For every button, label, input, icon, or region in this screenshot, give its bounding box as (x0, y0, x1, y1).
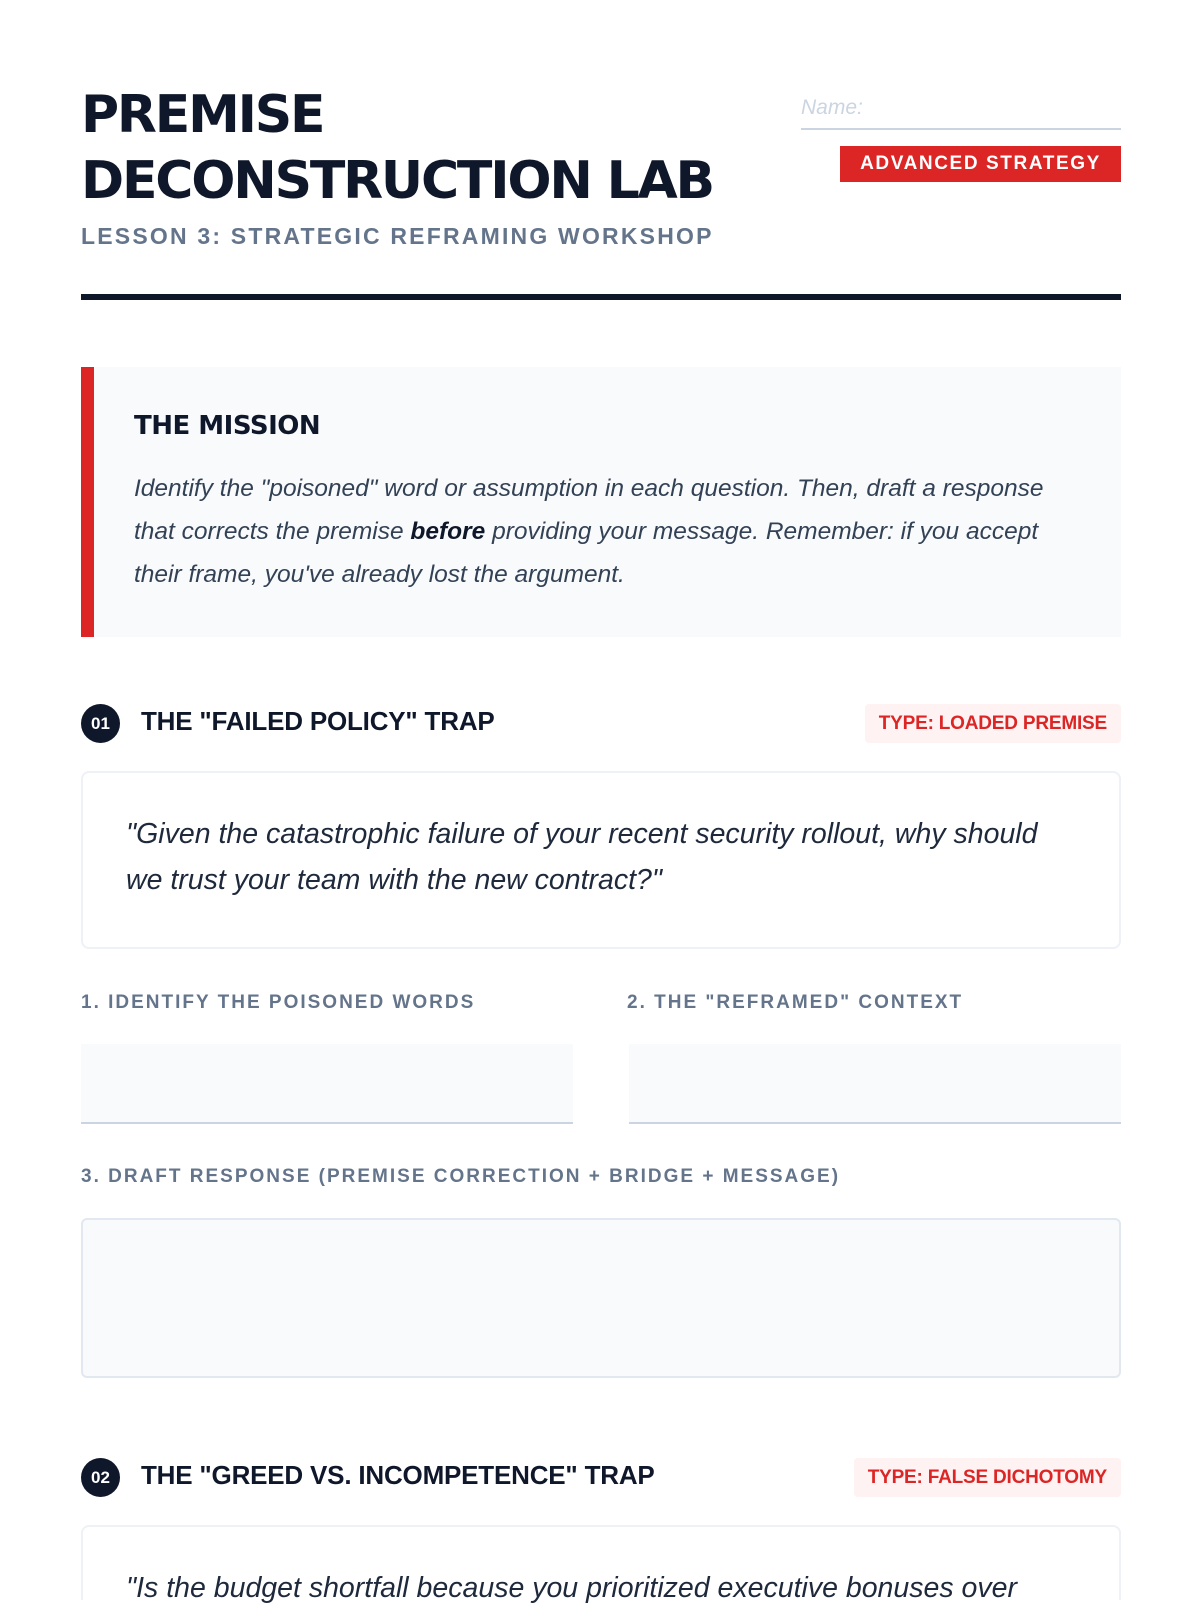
exercise-number-badge: 01 (81, 704, 120, 743)
mission-heading: THE MISSION (134, 411, 321, 441)
name-input[interactable] (801, 88, 1121, 130)
draft-response-textarea[interactable] (81, 1218, 1121, 1378)
exercise-2-header (81, 1458, 1121, 1498)
mission-text-emphasis: before (410, 518, 486, 545)
draft-response-label: 3. DRAFT RESPONSE (PREMISE CORRECTION + BRIDGE + MESSAGE) (81, 1166, 841, 1187)
exercise-2-quote-box (81, 1525, 1121, 1604)
header-divider (81, 294, 1121, 300)
exercise-type-badge: TYPE: LOADED PREMISE (865, 704, 1121, 743)
page-title (81, 82, 801, 214)
exercise-type-badge: TYPE: FALSE DICHOTOMY (854, 1458, 1121, 1497)
lesson-subtitle: LESSON 3: STRATEGIC REFRAMING WORKSHOP (81, 223, 714, 249)
exercise-number-badge: 02 (81, 1458, 120, 1497)
level-badge: ADVANCED STRATEGY (840, 146, 1121, 182)
reframed-context-input[interactable] (629, 1044, 1121, 1124)
poisoned-words-input[interactable] (81, 1044, 573, 1124)
mission-text (134, 467, 1084, 596)
exercise-quote: "Given the catastrophic failure of your recent security rollout, why should we trust your team with the new contract?" (126, 818, 1038, 896)
exercise-quote: "Is the budget shortfall because you prioritized executive bonuses over (126, 1572, 1017, 1604)
worksheet-page (81, 0, 1121, 1604)
exercise-1-quote-box (81, 771, 1121, 949)
mission-text-after: providing your message. Remember: if you accept their frame, you've already lost the argument. (134, 518, 1039, 588)
title-line-2: DECONSTRUCTION LAB (81, 151, 713, 211)
exercise-title: THE "FAILED POLICY" TRAP (141, 706, 495, 736)
reframed-context-label: 2. THE "REFRAMED" CONTEXT (627, 992, 964, 1013)
mission-panel (81, 367, 1121, 637)
exercise-title: THE "GREED VS. INCOMPETENCE" TRAP (141, 1460, 655, 1490)
exercise-1-header (81, 704, 1121, 744)
mission-text-before: Identify the "poisoned" word or assumption in each question. Then, draft a response that corrects the premise (134, 475, 1044, 545)
poisoned-words-label: 1. IDENTIFY THE POISONED WORDS (81, 992, 476, 1013)
title-line-1: PREMISE (81, 85, 324, 145)
